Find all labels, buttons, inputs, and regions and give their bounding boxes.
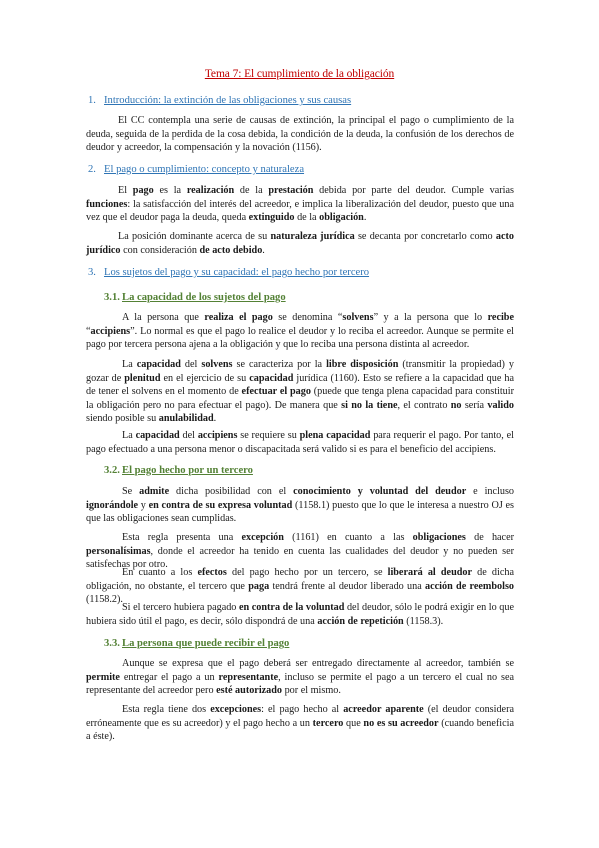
text-run: del deudor, sólo le podrá exigir en lo que hubiera sido útil el pago, es decir, sólo dispondrá de una (86, 602, 515, 627)
section-1-heading (88, 94, 351, 108)
subsection-title: La persona que puede recibir el pago (122, 638, 290, 649)
paragraph-excepciones-acreedor (86, 703, 514, 744)
section-title: El pago o cumplimiento: concepto y naturaleza (104, 164, 305, 175)
text-run: “ (86, 325, 91, 337)
text-run: tendrá frente al deudor liberado una (269, 580, 426, 592)
text-run: La (122, 359, 137, 370)
section-number: 2. (88, 164, 96, 175)
text-run: se denomina “ (272, 312, 343, 323)
text-run: dicha posibilidad con el (169, 486, 294, 497)
text-run: y (138, 499, 149, 511)
paragraph-capacidad-solvens (86, 358, 514, 426)
text-run: entregar el pago a un (119, 671, 219, 683)
paragraph-extincion (86, 114, 514, 155)
paragraph-text (86, 311, 514, 352)
bold-term: permite (86, 671, 120, 683)
bold-term: accipiens (197, 430, 238, 441)
bold-term: ignorándole (86, 499, 139, 511)
section-title: Los sujetos del pago y su capacidad: el pago hecho por tercero (104, 267, 370, 278)
bold-term: admite (139, 486, 170, 497)
text-run: Si el tercero hubiera pagado (122, 602, 239, 613)
paragraph-representante (86, 657, 514, 698)
paragraph-naturaleza (86, 230, 514, 257)
bold-term: pago (132, 185, 154, 196)
subsection-title: El pago hecho por un tercero (122, 465, 253, 476)
text-run: (1161) en cuanto a las (283, 532, 413, 543)
paragraph-text (86, 601, 514, 628)
section-title: Introducción: la extinción de las obligaciones y sus causas (104, 95, 352, 106)
text-run: : la satisfacción del interés del acreedor, e implica la liberalización del deudor, puesto que una vez que el deudor paga la deuda, queda (86, 198, 514, 224)
text-run: (puede que tenga plena capacidad para constituir la obligación pero no para efectuar el pago). De manera que (86, 386, 514, 411)
text-run: , el contrato (397, 399, 451, 411)
bold-term: personalísimas (86, 545, 151, 557)
bold-term: paga (248, 580, 270, 592)
text-run: ”. Lo normal es que el pago lo realice el deudor y lo reciba el acreedor. Aunque se permite el pago por tercera persona ajena a la obligación y que lo reciba una persona distinta al acreedor. (86, 325, 514, 351)
text-run: jurídica (1160). Esto se refiere a la capacidad que ha de tener el solvens en el momento de (86, 372, 514, 398)
bold-term: realización (186, 185, 235, 196)
bold-term: extinguido (248, 212, 295, 224)
text-run: sería (461, 399, 488, 411)
text-run: de dicha obligación, no obstante, el tercero que (86, 567, 514, 592)
bold-term: efectuar el pago (241, 386, 311, 398)
bold-term: accipiens (90, 325, 131, 337)
text-run: se requiere su (237, 430, 300, 441)
paragraph-pago-tercero (86, 485, 514, 526)
text-run: . (363, 212, 367, 224)
text-run: siendo posible su (86, 413, 159, 425)
text-run: . (213, 413, 217, 425)
bold-term: capacidad (249, 372, 294, 384)
text-run: . (262, 244, 265, 256)
paragraph-text (86, 358, 514, 426)
text-run: (cuando beneficia a éste). (86, 717, 515, 743)
text-run: Aunque se expresa que el pago deberá ser entregado directamente al acreedor, también se (122, 658, 514, 669)
subsection-number: 3.2. (104, 465, 120, 476)
paragraph-text (86, 184, 514, 225)
text-run: El (118, 185, 133, 196)
bold-term: liberará al deudor (387, 567, 473, 578)
bold-term: representante (218, 671, 279, 683)
bold-term: tercero (312, 717, 344, 729)
paragraph-pago-concepto (86, 184, 514, 225)
section-2-heading (88, 163, 304, 177)
text-run: Se (122, 486, 140, 497)
subsection-3-2-heading (104, 464, 253, 478)
subsection-3-1-heading (104, 291, 286, 305)
bold-term: valido (487, 399, 514, 411)
document-title: Tema 7: El cumplimiento de la obligación (204, 68, 395, 80)
text-run: Esta regla presenta una (122, 532, 242, 543)
text-run: (el deudor considera erróneamente que es su acreedor) y el pago hecho a un (86, 704, 514, 729)
paragraph-solvens-accipiens (86, 311, 514, 352)
text-run: de hacer (465, 532, 514, 543)
text-run: que (343, 717, 364, 729)
text-run: para requerir el pago. Por tanto, el pago efectuado a una persona menor o discapacitada será valido si es para el beneficio del accipiens. (86, 430, 514, 455)
text-run: Esta regla tiene dos (122, 704, 211, 715)
bold-term: libre disposición (326, 359, 399, 370)
bold-term: plenitud (124, 372, 161, 384)
text-run: A la persona que (122, 312, 205, 323)
text-run: de la (294, 212, 320, 224)
bold-term: no es su acreedor (363, 717, 439, 729)
bold-term: excepción (241, 532, 284, 543)
subsection-3-3-heading (104, 637, 289, 651)
text-run: del (180, 359, 202, 370)
bold-term: esté autorizado (216, 685, 283, 697)
text-run: con consideración (120, 244, 200, 256)
bold-term: acción de repetición (317, 615, 404, 627)
text-run: e incluso (466, 486, 515, 497)
text-run: se decanta por concretarlo como (354, 231, 496, 242)
bold-term: excepciones (210, 704, 262, 715)
bold-term: de acto debido (199, 244, 263, 256)
bold-term: acción de reembolso (425, 580, 515, 592)
bold-term: naturaleza jurídica (270, 231, 355, 242)
paragraph-text (86, 485, 514, 526)
text-run: , incluso se permite el pago a un tercero el cual no sea representante del acreedor pero (86, 671, 515, 697)
text-run: ” y a la persona que lo (373, 312, 488, 323)
bold-term: solvens (342, 312, 374, 323)
subsection-number: 3.3. (104, 638, 120, 649)
text-run: En cuanto a los (122, 567, 198, 578)
text-run: (transmitir la propiedad) y gozar de (86, 359, 514, 384)
section-number: 3. (88, 267, 96, 278)
text-run: del pago hecho por un tercero, se (226, 567, 388, 578)
bold-term: conocimiento y voluntad del deudor (293, 486, 467, 497)
text-run: La (122, 430, 136, 441)
text-run: del (179, 430, 198, 441)
bold-term: acreedor aparente (343, 704, 424, 715)
bold-term: capacidad (135, 430, 180, 441)
text-run: (1158.2). (86, 594, 123, 606)
subsection-title: La capacidad de los sujetos del pago (122, 292, 286, 303)
text-run: se caracteriza por la (232, 359, 327, 370)
bold-term: recibe (487, 312, 514, 323)
text-run: (1158.1) puesto que lo que le interesa a nuestro OJ es que las obligaciones sean cumplidas. (86, 499, 515, 525)
paragraph-text (86, 703, 514, 744)
bold-term: efectos (197, 567, 227, 578)
text-run: La posición dominante acerca de su (118, 231, 271, 242)
paragraph-accion-repeticion (86, 601, 514, 628)
text-run: es la (153, 185, 187, 196)
bold-term: funciones (86, 198, 128, 210)
bold-term: obligaciones (412, 532, 466, 543)
paragraph-text (86, 429, 514, 456)
bold-term: plena capacidad (299, 430, 371, 441)
text-run: en el ejercicio de su (160, 372, 250, 384)
bold-term: si no la tiene (341, 399, 398, 411)
bold-term: acto jurídico (86, 231, 514, 256)
bold-term: en contra de la voluntad (238, 602, 345, 613)
bold-term: realiza el pago (204, 312, 273, 323)
text-run: por el mismo. (282, 685, 341, 697)
text-run: debida por parte del deudor. Cumple varias (313, 185, 514, 196)
bold-term: capacidad (136, 359, 181, 370)
text-run: : el pago hecho al (261, 704, 344, 715)
bold-term: obligación (319, 212, 364, 224)
subsection-number: 3.1. (104, 292, 120, 303)
text-run: (1158.3). (403, 615, 444, 627)
section-3-heading (88, 266, 369, 280)
paragraph-text: El CC contempla una serie de causas de extinción, la principal el pago o cumplimiento de la deuda, seguida de la perdida de la cosa debida, la condición de la deuda, la confusión de los derechos de deudor y acreedor, la compensación y la novación (1156). (86, 115, 514, 154)
bold-term: en contra de su expresa voluntad (148, 499, 293, 511)
paragraph-text (86, 657, 514, 698)
bold-term: solvens (201, 359, 233, 370)
paragraph-capacidad-accipiens (86, 429, 514, 456)
text-run: de la (234, 185, 269, 196)
bold-term: prestación (268, 185, 314, 196)
paragraph-text (86, 230, 514, 257)
text-run: , donde el acreedor ha tenido en cuenta las cualidades del deudor y no pueden ser satisfechas por otro. (86, 545, 514, 571)
bold-term: no (450, 399, 462, 411)
section-number: 1. (88, 95, 96, 106)
bold-term: anulabilidad (158, 413, 214, 425)
